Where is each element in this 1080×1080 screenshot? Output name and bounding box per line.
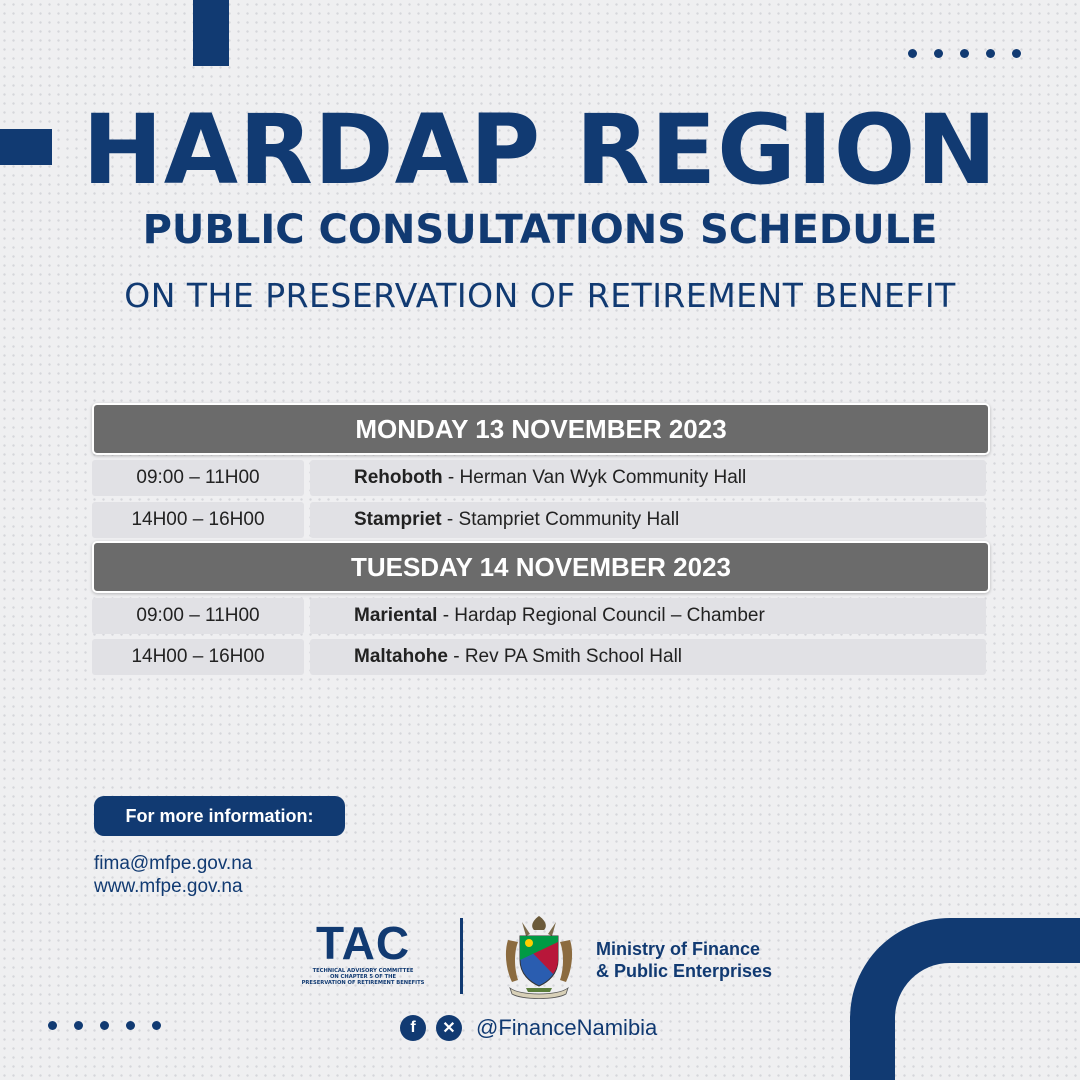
- session-town: Rehoboth: [354, 467, 443, 488]
- day-header-monday: MONDAY 13 NOVEMBER 2023: [92, 403, 990, 455]
- session-time: 09:00 – 11H00: [92, 598, 304, 634]
- session-time: 14H00 – 16H00: [92, 502, 304, 538]
- session-venue: - Rev PA Smith School Hall: [447, 646, 683, 667]
- tac-logo-line2: ON CHAPTER 5 OF THE: [329, 974, 396, 980]
- page-subtitle: PUBLIC CONSULTATIONS SCHEDULE: [142, 207, 938, 253]
- facebook-icon[interactable]: f: [400, 1015, 426, 1041]
- social-handle[interactable]: @FinanceNamibia: [476, 1015, 658, 1040]
- schedule-row: [92, 460, 986, 496]
- deco-corner-arc: [850, 918, 1080, 1080]
- session-time: 14H00 – 16H00: [92, 639, 304, 675]
- session-town: Stampriet: [354, 509, 442, 530]
- page-title: HARDAP REGION: [82, 94, 998, 206]
- x-icon[interactable]: ✕: [436, 1015, 462, 1041]
- deco-bar-top: [193, 0, 229, 66]
- session-venue-cell: [310, 502, 986, 538]
- tac-logo-abbr: TAC: [315, 917, 411, 969]
- social-bar: [400, 1015, 657, 1041]
- schedule-row: [92, 598, 986, 634]
- more-info-badge: For more information:: [94, 796, 345, 836]
- session-venue: - Hardap Regional Council – Chamber: [437, 605, 765, 626]
- tac-logo-line3: PRESERVATION OF RETIREMENT BENEFITS: [301, 980, 425, 986]
- session-venue-cell: [310, 460, 986, 496]
- tac-logo-line1: TECHNICAL ADVISORY COMMITTEE: [312, 968, 414, 974]
- ministry-name: [596, 938, 772, 982]
- session-venue-cell: [310, 598, 986, 634]
- email-link[interactable]: fima@mfpe.gov.na: [94, 853, 253, 874]
- tac-logo: [300, 918, 426, 986]
- logo-divider: [460, 918, 463, 994]
- namibia-coat-of-arms-icon: [500, 912, 578, 1002]
- ministry-name-line1: Ministry of Finance: [596, 939, 761, 959]
- ministry-name-line2: & Public Enterprises: [596, 961, 773, 981]
- page-subtitle-topic: ON THE PRESERVATION OF RETIREMENT BENEFIT: [124, 276, 956, 315]
- session-venue: - Stampriet Community Hall: [441, 509, 680, 530]
- deco-dots-top: [908, 49, 1021, 58]
- session-time: 09:00 – 11H00: [92, 460, 304, 496]
- schedule-row: [92, 639, 986, 675]
- schedule-row: [92, 502, 986, 538]
- deco-dots-bottom: [48, 1021, 161, 1030]
- session-town: Mariental: [354, 605, 438, 626]
- day-header-tuesday: TUESDAY 14 NOVEMBER 2023: [92, 541, 990, 593]
- session-town: Maltahohe: [354, 646, 448, 667]
- website-link[interactable]: www.mfpe.gov.na: [94, 876, 243, 897]
- session-venue: - Herman Van Wyk Community Hall: [442, 467, 747, 488]
- session-venue-cell: [310, 639, 986, 675]
